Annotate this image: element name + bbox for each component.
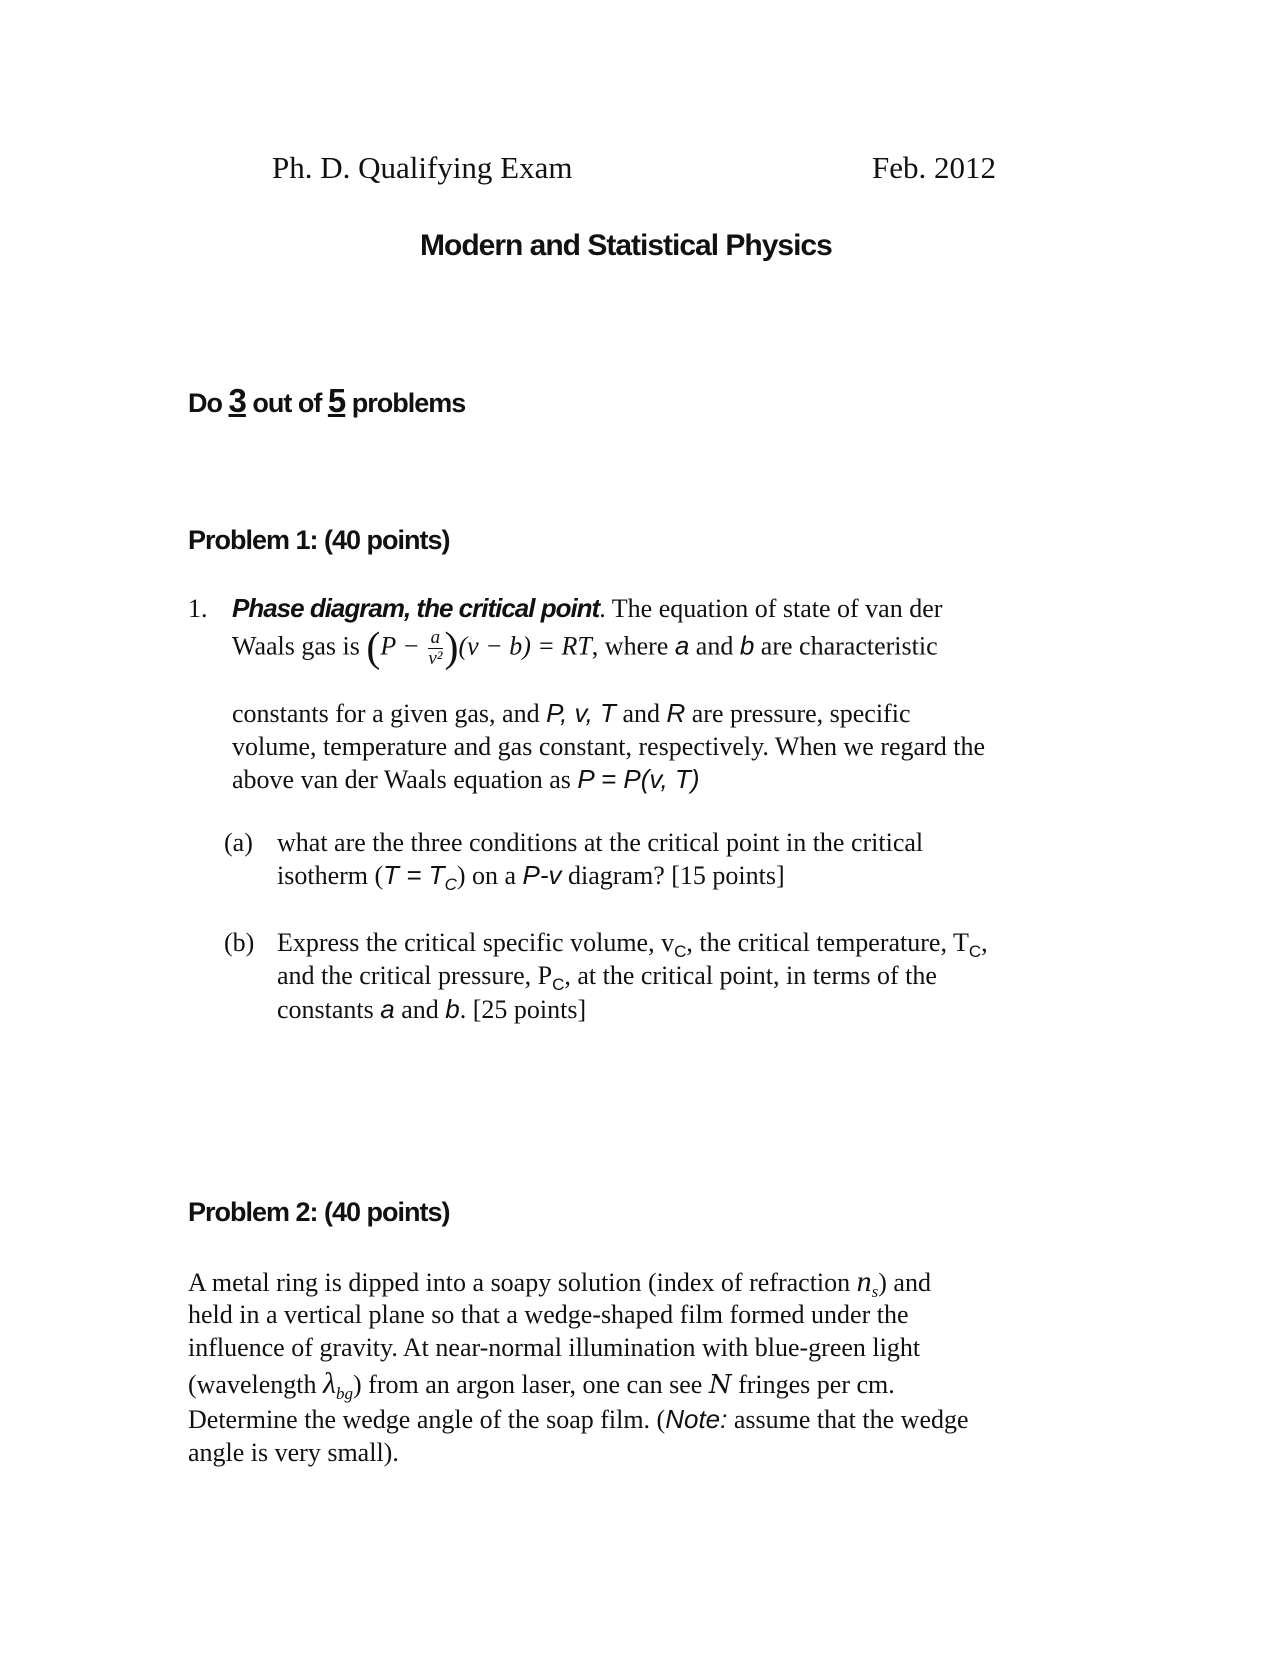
subject-title: Modern and Statistical Physics bbox=[420, 229, 832, 262]
total-count: 5 bbox=[327, 382, 346, 419]
problem-1-line-1: Phase diagram, the critical point. The equation of state of van der bbox=[232, 593, 943, 623]
instructions: Do 3 out of 5 problems bbox=[188, 382, 466, 419]
required-count: 3 bbox=[228, 382, 246, 419]
problem-2-line-2: held in a vertical plane so that a wedge-shaped film formed under the bbox=[188, 1300, 909, 1329]
part-b-line-2: and the critical pressure, $P_C$, at the critical point, in terms of the bbox=[277, 961, 937, 995]
problem-2-line-3: influence of gravity. At near-normal illumination with blue-green light bbox=[188, 1333, 921, 1362]
problem-1-line-3: constants for a given gas, and P, v, T and R are pressure, specific bbox=[232, 698, 911, 728]
problem-1-heading: Problem 1: (40 points) bbox=[188, 525, 450, 555]
problem-2-line-6: angle is very small). bbox=[188, 1438, 399, 1467]
problem-1-topic: Phase diagram, the critical point bbox=[232, 593, 600, 623]
part-a-label: (a) bbox=[224, 828, 253, 857]
exam-date: Feb. 2012 bbox=[872, 150, 996, 185]
part-b-line-1: Express the critical specific volume, $v_C$, the critical temperature, $T_C$, bbox=[277, 928, 988, 962]
exam-title: Ph. D. Qualifying Exam bbox=[272, 150, 573, 185]
problem-2-heading: Problem 2: (40 points) bbox=[188, 1197, 450, 1227]
part-a-line-1: what are the three conditions at the critical point in the critical bbox=[277, 828, 924, 857]
problem-2-line-1: A metal ring is dipped into a soapy solution (index of refraction $n_s$) and bbox=[188, 1265, 931, 1302]
a-over-v2-fraction: $\frac{a}{\text{v²}}$ bbox=[428, 627, 443, 669]
part-b-line-3: constants a and b. [25 points] bbox=[277, 994, 587, 1024]
problem-1-number: 1. bbox=[188, 594, 208, 623]
part-b-label: (b) bbox=[224, 928, 255, 957]
problem-2-line-4: (wavelength $\lambda_{bg}$) from an argon laser, one can see N fringes per cm. bbox=[188, 1367, 895, 1404]
problem-1-equation-line: Waals gas is (P − $\frac{a}{\text{v²}})(v - b)$ = RT, where a and b are characteristic bbox=[232, 625, 938, 671]
problem-1-line-5: above van der Waals equation as P = P(v, T) bbox=[232, 764, 700, 794]
problem-2-line-5: Determine the wedge angle of the soap film. (Note: assume that the wedge bbox=[188, 1404, 969, 1434]
problem-1-line-4: volume, temperature and gas constant, respectively. When we regard the bbox=[232, 732, 985, 761]
part-a-line-2: isotherm $(T = T_C)$ on a P-v diagram? [15 points] bbox=[277, 860, 785, 895]
